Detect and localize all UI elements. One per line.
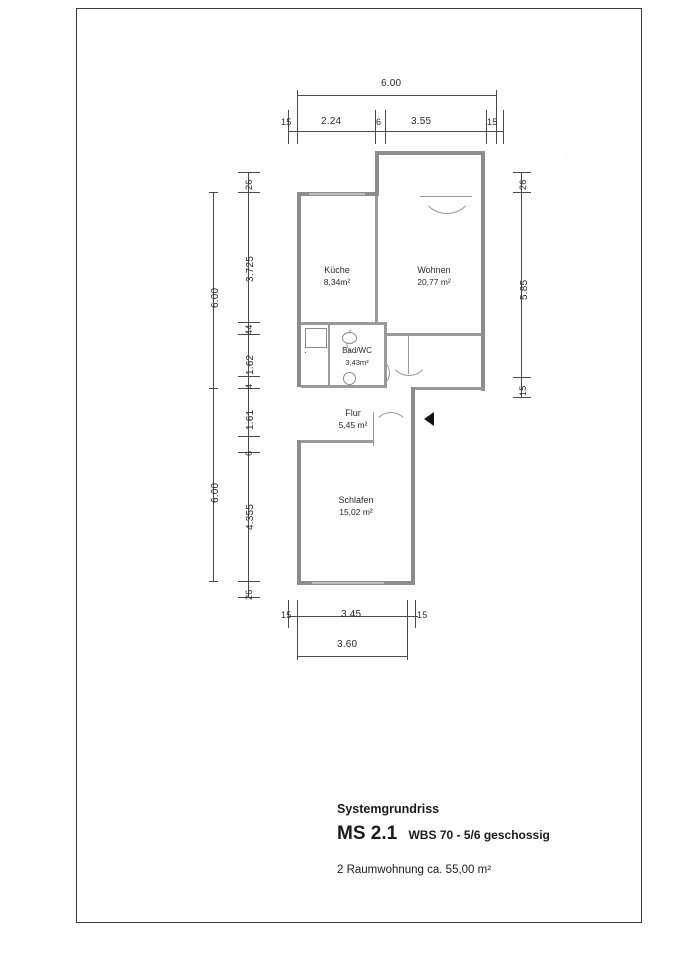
room-area: 8,34m² (323, 277, 351, 287)
dim-ext (513, 377, 531, 378)
dim-ext (513, 192, 531, 193)
wall-wohnen-right (481, 151, 485, 391)
dim-left-chain-0: 26 (244, 179, 254, 190)
dim-ext (238, 192, 260, 193)
dim-ext (486, 110, 487, 144)
room-area: 5,45 m² (338, 420, 368, 430)
dim-left-chain-4: 4 (244, 383, 254, 389)
room-name: Küche (324, 265, 350, 275)
door-leaf-wohnen-top (420, 196, 472, 197)
wall-exterior-left-lower (297, 440, 301, 585)
dim-top-chain-4: 15 (487, 117, 498, 127)
dim-bottom-chain-0: 15 (281, 610, 292, 620)
dim-left-chain-6: 6 (244, 450, 254, 456)
dim-ext (385, 110, 386, 144)
dim-left-chain-8: 26 (244, 589, 254, 600)
wall-flur-top-right (415, 387, 483, 390)
dim-top-chain-2: 6 (376, 117, 382, 127)
title-block (337, 802, 550, 876)
wall-wohnen-left-upper (375, 151, 379, 196)
dim-ext (238, 322, 260, 323)
dim-bottom-chain-1: 3.45 (341, 609, 362, 620)
washbasin-icon (342, 332, 357, 344)
dim-left-overall-lower: 6.00 (210, 482, 221, 503)
dim-tick (209, 581, 218, 582)
toilet-icon (343, 372, 356, 385)
dim-top-chain-1: 2.24 (321, 116, 342, 127)
room-name: Flur (345, 408, 361, 418)
door-arc-wohnen-top (420, 160, 474, 214)
dim-top-chain-3: 3.55 (411, 116, 432, 127)
dim-left-chain-7: 4.355 (245, 503, 256, 530)
dim-line-top-chain (288, 131, 503, 132)
faint-mark: · (566, 155, 569, 162)
door-arc-wohnen-flur (389, 336, 429, 376)
dim-right-chain-1: 5.85 (519, 279, 530, 300)
dim-ext (513, 397, 531, 398)
wall-flur-schlafen (301, 440, 373, 443)
title-block-line1: Systemgrundriss (337, 802, 440, 816)
dim-top-chain-0: 15 (281, 117, 292, 127)
dim-top-overall: 6.00 (381, 78, 402, 89)
dim-left-chain-3: 1.62 (245, 354, 256, 375)
room-label-bad (331, 345, 383, 369)
window-kueche (309, 193, 365, 195)
dim-ext (503, 110, 504, 144)
dim-line-bottom-overall (297, 656, 407, 657)
dim-ext (238, 436, 260, 437)
dim-ext (297, 628, 298, 658)
title-block-line3: 2 Raumwohnung ca. 55,00 m² (337, 864, 492, 876)
dim-left-overall-upper: 6.00 (210, 287, 221, 308)
wall-wohnen-bottom (387, 333, 482, 336)
dim-left-chain-5: 1.61 (245, 409, 256, 430)
dim-ext (407, 628, 408, 658)
dim-ext (415, 600, 416, 628)
entrance-arrow-icon (424, 412, 434, 426)
dim-tick (209, 192, 218, 193)
room-name: Schlafen (338, 495, 374, 505)
room-label-kueche (306, 264, 368, 288)
title-block-code: MS 2.1 (337, 823, 398, 844)
dim-left-chain-1: 3.725 (245, 255, 256, 282)
title-block-code-suffix: WBS 70 - 5/6 geschossig (408, 828, 550, 842)
fixture-dot (305, 352, 306, 353)
door-leaf-wohnen-flur (408, 336, 409, 374)
dim-ext (297, 96, 298, 144)
dim-right-chain-2: 15 (518, 385, 528, 396)
dim-ext (288, 110, 289, 144)
dim-bottom-overall: 3.60 (337, 639, 358, 650)
room-name: Wohnen (417, 265, 451, 275)
room-label-flur (327, 407, 379, 431)
dim-ext (297, 600, 298, 628)
room-label-schlafen (322, 494, 390, 518)
room-label-wohnen (398, 264, 470, 288)
room-area: 3,43m² (345, 358, 369, 367)
wall-exterior-left-upper (297, 192, 301, 387)
dim-right-chain-0: 26 (518, 179, 528, 190)
window-schlafen (312, 582, 384, 584)
dim-ext (407, 600, 408, 628)
wall-flur-right (411, 387, 415, 442)
wall-wohnen-top (375, 151, 485, 155)
room-area: 15,02 m² (339, 507, 373, 517)
wall-schlafen-right (411, 440, 415, 585)
wall-bad-inner-divider (328, 325, 330, 385)
dim-line-top-overall (297, 95, 496, 96)
room-area: 20,77 m² (417, 277, 451, 287)
wall-bad-top (301, 322, 387, 325)
dim-bottom-chain-2: 15 (417, 610, 428, 620)
wall-kueche-wohnen (375, 196, 378, 324)
bathtub-icon (305, 328, 327, 348)
dim-ext (513, 172, 531, 173)
dim-ext (238, 172, 260, 173)
room-name: Bad/WC (342, 346, 372, 355)
sheet-border (76, 8, 642, 923)
dim-ext (375, 110, 376, 144)
dim-ext (238, 581, 260, 582)
dim-ext (238, 376, 260, 377)
dim-left-chain-2: 44 (244, 324, 254, 335)
